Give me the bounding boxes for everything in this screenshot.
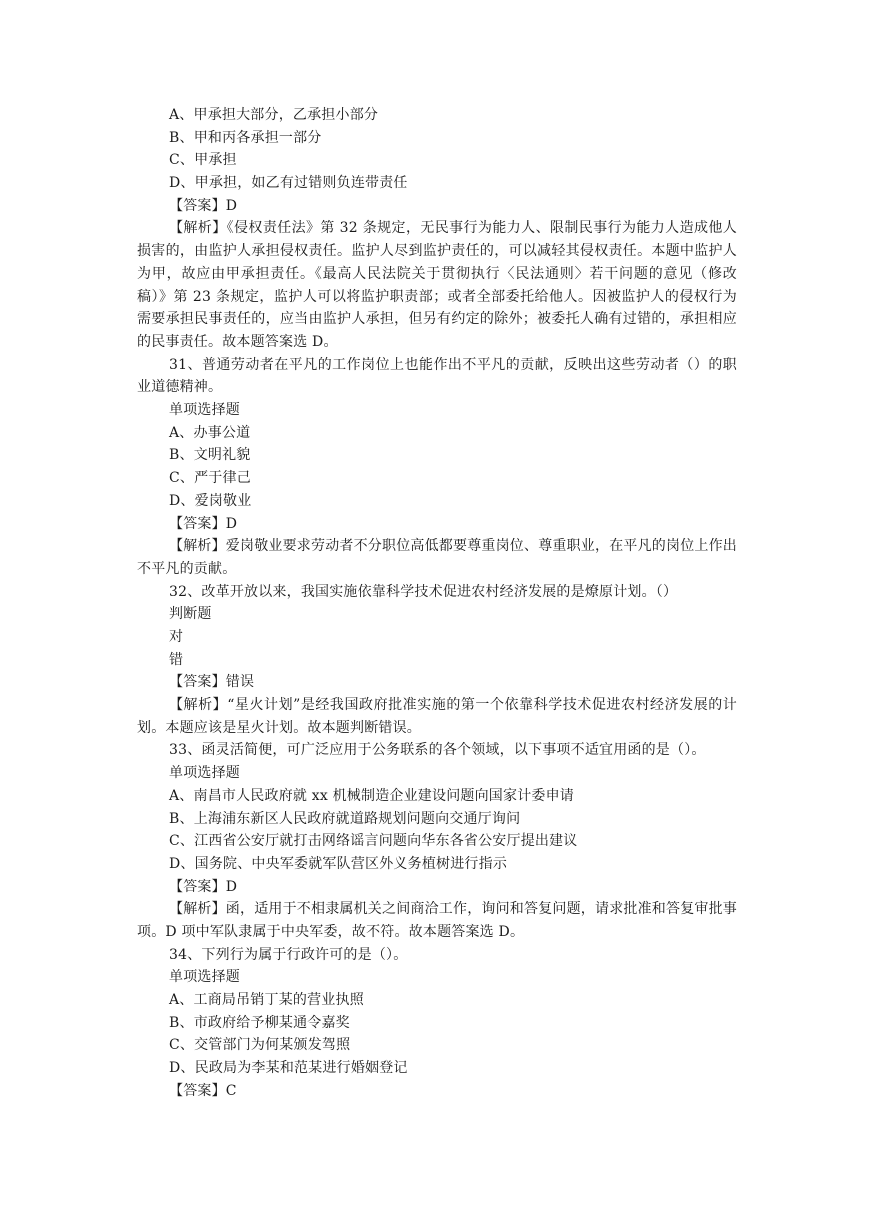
analysis-paragraph: 【解析】“星火计划”是经我国政府批准实施的第一个依靠科学技术促进农村经济发展的计划。本题应该是星火计划。故本题判断错误。 (137, 697, 737, 736)
option-d: D、国务院、中央军委就军队营区外义务植树进行指示 (169, 855, 508, 872)
option-d: D、民政局为李某和范某进行婚姻登记 (169, 1060, 408, 1077)
question-stem: 32、改革开放以来，我国实施依靠科学技术促进农村经济发展的是燎原计划。（） (169, 583, 678, 600)
question-type: 单项选择题 (169, 969, 240, 986)
question-31 (137, 354, 737, 581)
option-c: C、交管部门为何某颁发驾照 (169, 1037, 351, 1054)
question-stem: 33、函灵活简便，可广泛应用于公务联系的各个领域，以下事项不适宜用函的是（）。 (169, 742, 706, 759)
analysis-paragraph: 【解析】函，适用于不相隶属机关之间商洽工作，询问和答复问题，请求批准和答复审批事项。D 项中军队隶属于中央军委，故不符。故本题答案选 D。 (137, 901, 737, 940)
question-32 (137, 581, 737, 740)
answer-line: 【答案】D (169, 197, 238, 214)
option-c: C、严于律己 (169, 470, 251, 487)
option-c: C、甲承担 (169, 152, 237, 169)
option-a: A、工商局吊销丁某的营业执照 (169, 992, 364, 1009)
option-false: 错 (169, 651, 184, 668)
analysis-paragraph: 【解析】《侵权责任法》第 32 条规定，无民事行为能力人、限制民事行为能力人造成他人损害的，由监护人承担侵权责任。监护人尽到监护责任的，可以减轻其侵权责任。本题中监护人为甲，故应由甲承担责任。《最高人民法院关于贯彻执行〈民法通则〉若干问题的意见（修改稿）》第 23 条规定，监护人可以将监护职责部；或者全部委托给他人。因被监护人的侵权行为需要承担民事责任的，应当由监护人承担，但另有约定的除外；被委托人确有过错的，承担相应的民事责任。故本题答案选 D。 (137, 220, 737, 350)
option-b: B、上海浦东新区人民政府就道路规划问题向交通厅询问 (169, 810, 521, 827)
question-type: 判断题 (169, 606, 212, 623)
option-b: B、甲和丙各承担一部分 (169, 129, 322, 146)
question-stem: 31、普通劳动者在平凡的工作岗位上也能作出不平凡的贡献，反映出这些劳动者（）的职业道德精神。 (137, 356, 737, 396)
question-34 (137, 944, 737, 1103)
option-d: D、爱岗敬业 (169, 492, 252, 509)
option-true: 对 (169, 628, 184, 645)
option-a: A、甲承担大部分，乙承担小部分 (169, 107, 379, 123)
question-33 (137, 739, 737, 943)
question-type: 单项选择题 (169, 402, 240, 419)
option-c: C、江西省公安厅就打击网络谣言问题向华东各省公安厅提出建议 (169, 833, 578, 850)
option-d: D、甲承担，如乙有过错则负连带责任 (169, 175, 408, 192)
option-b: B、市政府给予柳某通令嘉奖 (169, 1014, 350, 1031)
answer-line: 【答案】错误 (169, 674, 255, 691)
option-b: B、文明礼貌 (169, 447, 251, 464)
question-type: 单项选择题 (169, 765, 240, 782)
analysis-paragraph: 【解析】爱岗敬业要求劳动者不分职位高低都要尊重岗位、尊重职业，在平凡的岗位上作出不平凡的贡献。 (137, 538, 737, 577)
document-body (137, 104, 737, 1103)
question-stem: 34、下列行为属于行政许可的是（）。 (169, 946, 408, 963)
option-a: A、南昌市人民政府就 xx 机械制造企业建设问题向国家计委申请 (169, 787, 575, 804)
answer-line: 【答案】D (169, 878, 238, 895)
question-30 (137, 104, 737, 354)
option-a: A、办事公道 (169, 424, 251, 441)
answer-line: 【答案】C (169, 1082, 237, 1099)
answer-line: 【答案】D (169, 515, 238, 532)
